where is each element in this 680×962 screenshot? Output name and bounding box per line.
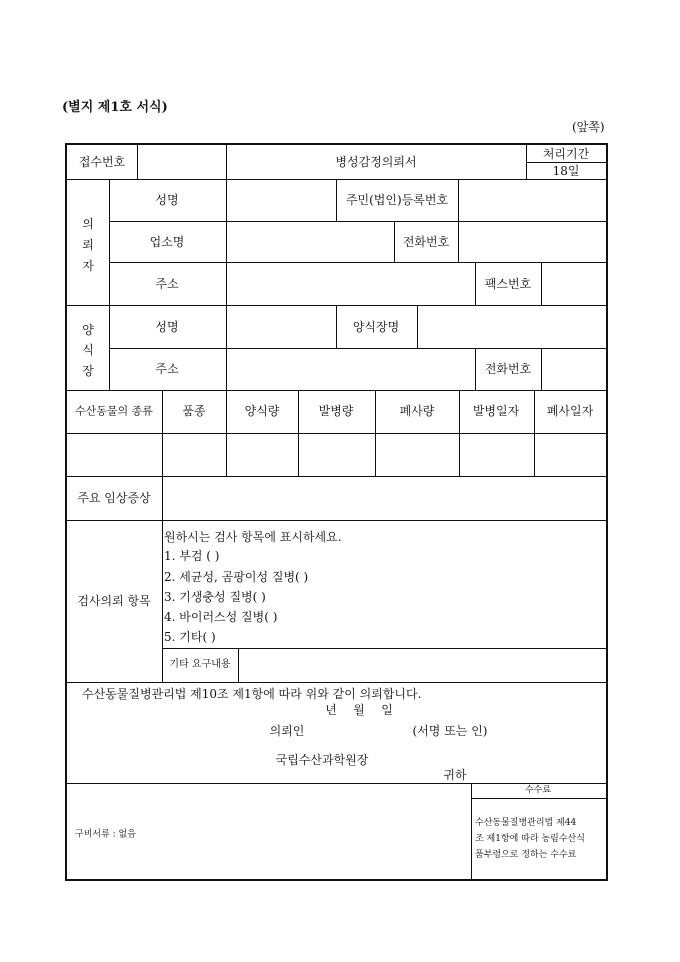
col-divider bbox=[162, 476, 163, 520]
requester-name-label: 성명 bbox=[155, 193, 179, 207]
signature-or-seal-label: (서명 또는 인) bbox=[412, 724, 488, 738]
col-divider bbox=[471, 783, 472, 879]
row-divider bbox=[67, 783, 606, 784]
fee-description-line: 품부령으로 정하는 수수료 bbox=[475, 850, 577, 860]
col-divider bbox=[417, 305, 418, 348]
col-divider bbox=[162, 520, 163, 682]
inspection-instruction: 원하시는 검사 항목에 표시하세요. bbox=[164, 530, 342, 544]
col-divider bbox=[394, 221, 395, 262]
col-divider bbox=[226, 179, 227, 390]
row-divider bbox=[471, 798, 606, 799]
inspection-option: 3. 기생충성 질병( ) bbox=[164, 590, 266, 604]
front-side-label: (앞쪽) bbox=[572, 120, 605, 134]
row-divider bbox=[109, 262, 606, 263]
col-divider bbox=[526, 145, 527, 179]
declaration-statement: 수산동물질병관리법 제10조 제1항에 따라 위와 같이 의뢰합니다. bbox=[82, 687, 422, 701]
row-divider bbox=[526, 162, 606, 163]
farm-section-char: 식 bbox=[82, 343, 94, 357]
col-divider bbox=[541, 348, 542, 390]
business-name-label: 업소명 bbox=[149, 235, 185, 249]
recipient-label: 국립수산과학원장 bbox=[275, 753, 369, 767]
col-divider bbox=[534, 390, 535, 476]
requester-address-label: 주소 bbox=[155, 277, 179, 291]
farm-owner-name-label: 성명 bbox=[155, 320, 179, 334]
fee-description-line: 수산동물질병관리법 제44 bbox=[475, 818, 577, 828]
farm-address-label: 주소 bbox=[155, 362, 179, 376]
processing-period-label: 처리기간 bbox=[542, 147, 590, 161]
requester-section-char: 자 bbox=[82, 259, 94, 273]
requester-section-char: 뢰 bbox=[82, 238, 94, 252]
col-divider bbox=[109, 179, 110, 305]
requester-signature-label: 의뢰인 bbox=[269, 724, 305, 738]
processing-period-value: 18일 bbox=[552, 164, 580, 178]
inspection-option: 5. 기타( ) bbox=[164, 630, 216, 644]
inspection-option: 1. 부검 ( ) bbox=[164, 549, 220, 563]
row-divider bbox=[109, 348, 606, 349]
col-divider bbox=[458, 221, 459, 262]
col-divider bbox=[375, 390, 376, 476]
col-divider bbox=[162, 390, 163, 476]
row-divider bbox=[67, 390, 606, 391]
col-divider bbox=[109, 305, 110, 390]
row-divider bbox=[162, 648, 606, 649]
fee-label: 수수료 bbox=[524, 785, 552, 796]
inspection-label: 검사의뢰 항목 bbox=[77, 594, 151, 608]
col-divider bbox=[226, 145, 227, 179]
outbreak-volume-header: 발병량 bbox=[318, 404, 354, 418]
requester-section-char: 의 bbox=[82, 217, 94, 231]
fax-label: 팩스번호 bbox=[484, 277, 532, 291]
farm-section-char: 장 bbox=[82, 364, 94, 378]
form-number-header: (별지 제1호 서식) bbox=[62, 100, 168, 115]
inspection-option: 2. 세균성, 곰팡이성 질병( ) bbox=[164, 570, 309, 584]
row-divider bbox=[109, 221, 606, 222]
symptoms-label: 주요 임상증상 bbox=[77, 491, 151, 505]
receipt-no-label: 접수번호 bbox=[78, 155, 126, 169]
month-label: 월 bbox=[353, 703, 365, 717]
fee-description-line: 조 제1항에 따라 농림수산식 bbox=[475, 834, 585, 844]
mortality-volume-header: 폐사량 bbox=[399, 404, 435, 418]
registration-number-label: 주민(법인)등록번호 bbox=[345, 193, 449, 207]
honorific-label: 귀하 bbox=[443, 768, 467, 782]
col-divider bbox=[238, 648, 239, 682]
other-request-label: 기타 요구내용 bbox=[169, 659, 231, 670]
col-divider bbox=[475, 348, 476, 390]
year-label: 년 bbox=[325, 703, 337, 717]
required-documents-label: 구비서류 : 없음 bbox=[75, 829, 136, 840]
col-divider bbox=[336, 179, 337, 221]
culture-volume-header: 양식량 bbox=[244, 404, 280, 418]
row-divider bbox=[67, 682, 606, 683]
row-divider bbox=[67, 433, 606, 434]
form-title: 병성감정의뢰서 bbox=[335, 155, 417, 169]
mortality-date-header: 폐사일자 bbox=[546, 404, 594, 418]
outbreak-date-header: 발병일자 bbox=[472, 404, 520, 418]
requester-phone-label: 전화번호 bbox=[402, 235, 450, 249]
col-divider bbox=[226, 390, 227, 476]
col-divider bbox=[475, 262, 476, 305]
row-divider bbox=[67, 520, 606, 521]
request-form bbox=[65, 143, 608, 881]
col-divider bbox=[336, 305, 337, 348]
breed-header: 품종 bbox=[182, 404, 206, 418]
species-header: 수산동물의 종류 bbox=[75, 404, 153, 418]
inspection-option: 4. 바이러스성 질병( ) bbox=[164, 610, 278, 624]
row-divider bbox=[67, 476, 606, 477]
col-divider bbox=[459, 390, 460, 476]
col-divider bbox=[137, 145, 138, 179]
col-divider bbox=[541, 262, 542, 305]
day-label: 일 bbox=[381, 703, 393, 717]
farm-section-char: 양 bbox=[82, 323, 94, 337]
farm-name-label: 양식장명 bbox=[352, 320, 400, 334]
col-divider bbox=[458, 179, 459, 221]
farm-phone-label: 전화번호 bbox=[484, 362, 532, 376]
col-divider bbox=[298, 390, 299, 476]
